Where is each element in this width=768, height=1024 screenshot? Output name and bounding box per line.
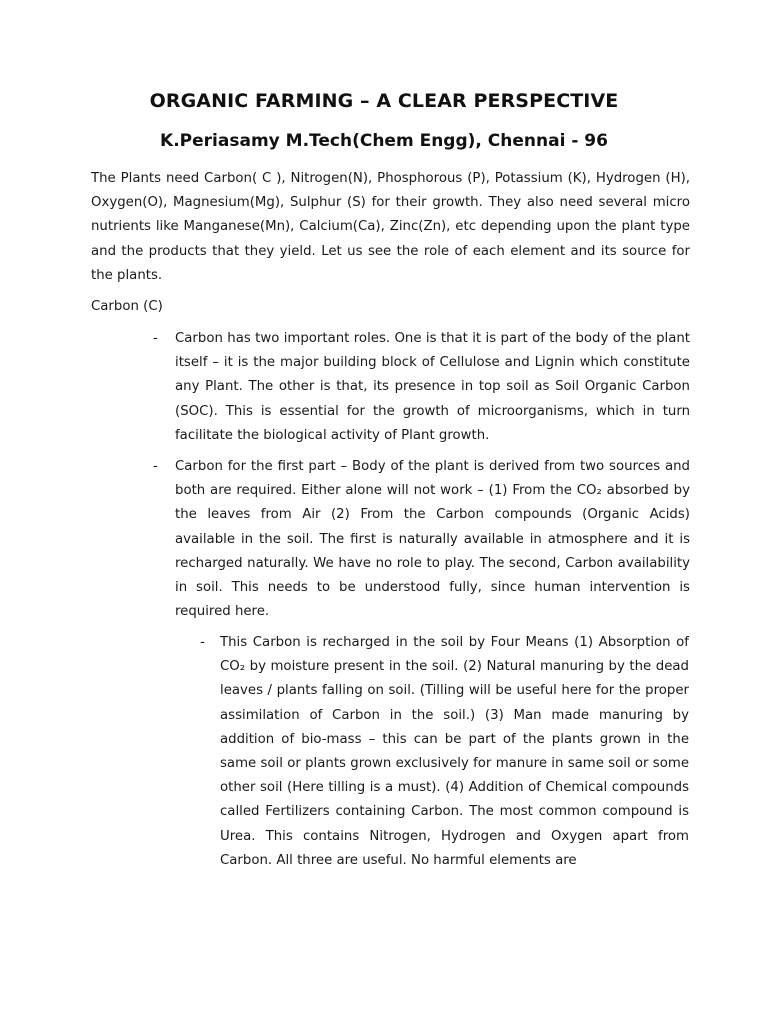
bullet-dash: -: [153, 459, 158, 474]
author-line: K.Periasamy M.Tech(Chem Engg), Chennai - 96: [160, 131, 608, 151]
bullet-dash: -: [153, 331, 158, 346]
bullet-text: Carbon for the first part – Body of the plant is derived from two sources and both are required. Either alone will not work – (1) From the CO₂ absorbed by the leaves from Air (2) From the Carbon compounds (Organic Acids) available in the soil. The first is naturally available in atmosphere and it is recharged naturally. We have no role to play. The second, Carbon availability in soil. This needs to be understood fully, since human intervention is required here.: [175, 459, 690, 620]
sub-bullet-text: This Carbon is recharged in the soil by Four Means (1) Absorption of CO₂ by moisture present in the soil. (2) Natural manuring by the dead leaves / plants falling on soil. (Tilling will be useful here for the proper assimilation of Carbon in the soil.) (3) Man made manuring by addition of bio-mass – this can be part of the plants grown in the same soil or plants grown exclusively for manure in same soil or some other soil (Here tilling is a must). (4) Addition of Chemical compounds called Fertilizers containing Carbon. The most common compound is Urea. This contains Nitrogen, Hydrogen and Oxygen apart from Carbon. All three are useful. No harmful elements are: [220, 635, 689, 868]
bullet-dash: -: [200, 635, 205, 650]
intro-paragraph: The Plants need Carbon( C ), Nitrogen(N), Phosphorous (P), Potassium (K), Hydrogen (H), Oxygen(O), Magnesium(Mg), Sulphur (S) for their growth. They also need several micro nutrients like Manganese(Mn), Calcium(Ca), Zinc(Zn), etc depending upon the plant type and the products that they yield. Let us see the role of each element and its source for the plants.: [91, 171, 690, 283]
page-title: ORGANIC FARMING – A CLEAR PERSPECTIVE: [149, 90, 619, 112]
bullet-text: Carbon has two important roles. One is that it is part of the body of the plant itself – it is the major building block of Cellulose and Lignin which constitute any Plant. The other is that, its presence in top soil as Soil Organic Carbon (SOC). This is essential for the growth of microorganisms, which in turn facilitate the biological activity of Plant growth.: [175, 331, 690, 443]
section-heading-carbon: Carbon (C): [91, 299, 163, 314]
